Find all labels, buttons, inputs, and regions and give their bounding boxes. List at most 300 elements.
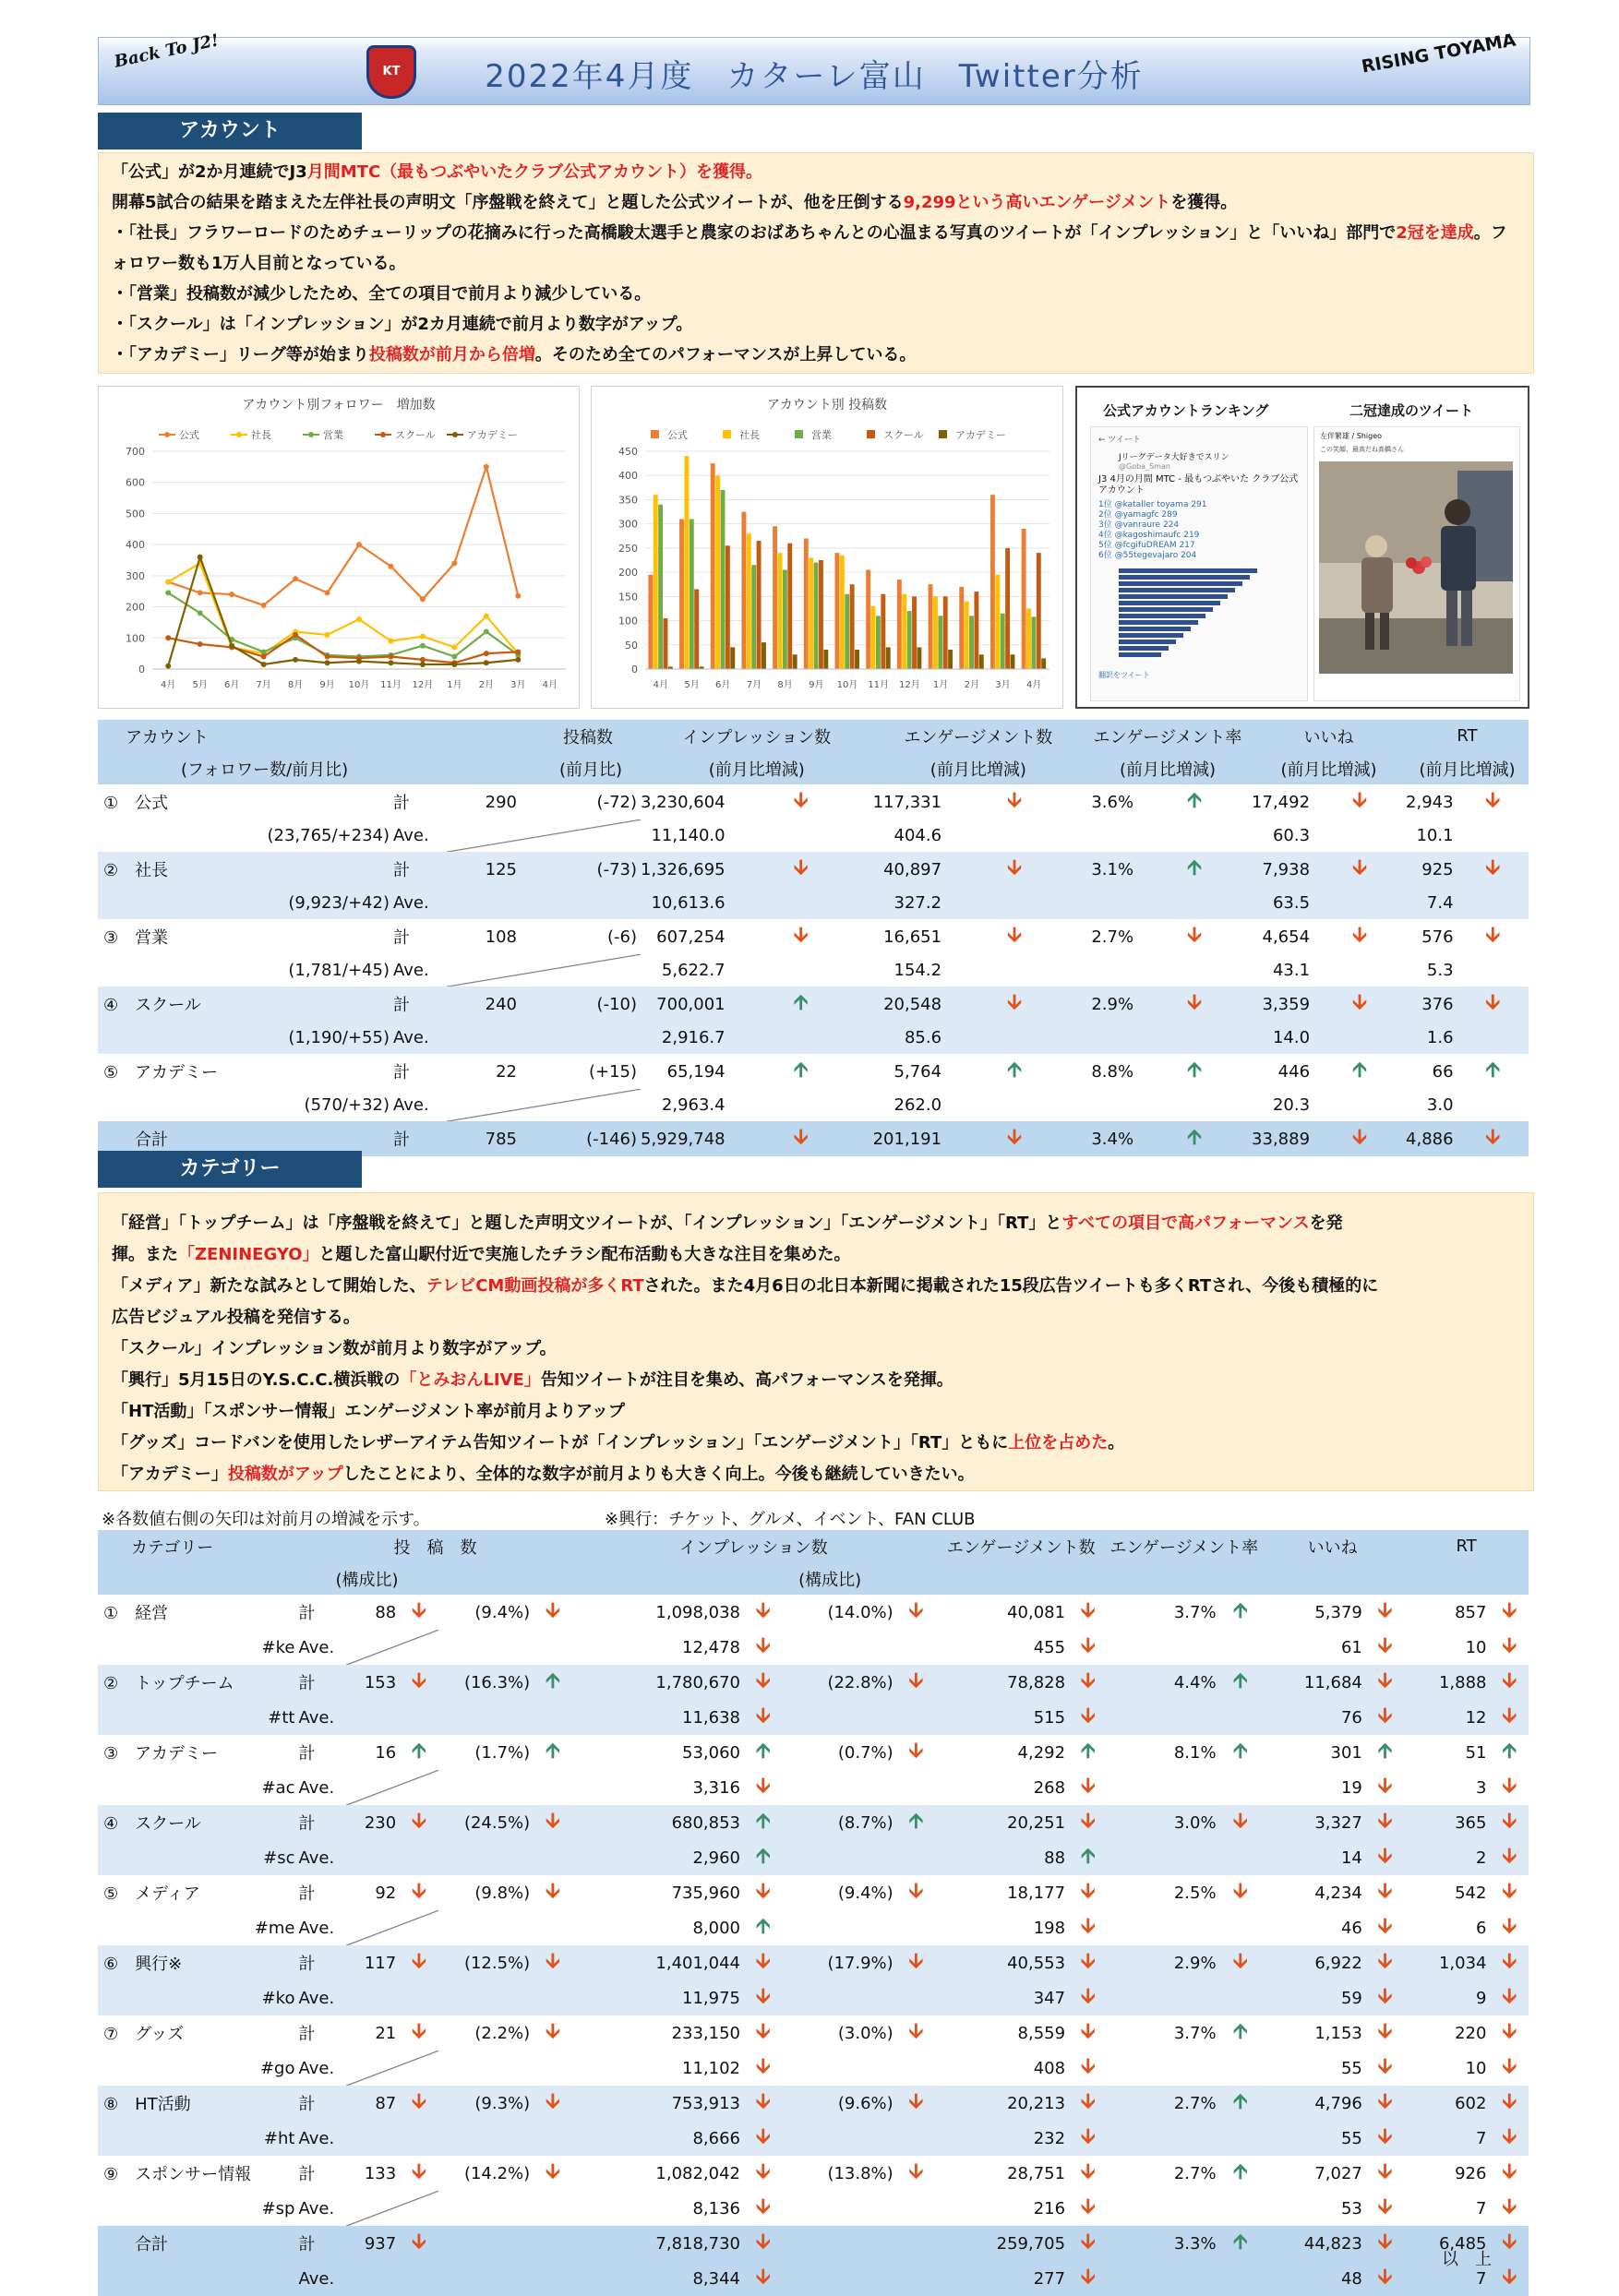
data-point (325, 660, 330, 665)
total-name: 合計 (98, 1121, 393, 1156)
x-tick-label: 10月 (348, 680, 370, 690)
arrow-down-icon: 🡫 (755, 1599, 771, 1622)
retweets: 2,943 (1406, 792, 1454, 812)
total-label: 計 (298, 2226, 346, 2261)
arrow-down-icon: 🡫 (1490, 1665, 1529, 1700)
follower-info: (23,765/+234) (267, 826, 390, 845)
table-row (98, 1054, 1529, 1089)
post-count: 230 (346, 1805, 400, 1840)
arrow-down-icon: 🡫 (400, 2086, 438, 2121)
impressions-average: 5,622.7 (661, 961, 726, 980)
note-text: 。そのため全てのパフォーマンスが上昇している。 (534, 345, 917, 365)
empty-cell (98, 1562, 298, 1595)
retweets: 1,888 (1404, 1665, 1490, 1700)
category-name: ③ アカデミー (103, 1744, 218, 1764)
retweets-average: 2 (1404, 1840, 1490, 1875)
legend-label: 社長 (251, 429, 271, 441)
account-table (98, 720, 1529, 1156)
legend-swatch (651, 430, 659, 438)
arrow-down-icon: 🡫 (546, 1599, 560, 1622)
legend-swatch (795, 430, 803, 438)
series-line (168, 563, 518, 653)
empty-cell (438, 1630, 534, 1665)
likes-average: 19 (1340, 1777, 1362, 1798)
arrow-down-icon: 🡫 (729, 852, 873, 887)
column-subheader: (前月比増減) (873, 752, 1084, 784)
total-label: 計 (298, 1604, 316, 1623)
empty-cell (438, 2121, 534, 2156)
arrow-down-icon: 🡫 (793, 789, 809, 812)
table-row-average (98, 1840, 1529, 1875)
arrow-down-icon: 🡫 (1313, 987, 1406, 1022)
arrow-down-icon: 🡫 (1377, 1599, 1393, 1622)
post-diff: (-73) (521, 852, 641, 887)
arrow-down-icon: 🡫 (1352, 789, 1367, 812)
empty-cell (945, 1089, 1084, 1121)
arrow-up-icon: 🡩 (1232, 1740, 1248, 1763)
subheader-row (98, 752, 1529, 784)
table-row (98, 1735, 1529, 1770)
arrow-up-icon: 🡩 (1069, 1840, 1107, 1875)
empty-cell (1108, 1980, 1220, 2015)
category-note-line (112, 1365, 1520, 1396)
impressions: 753,913 (572, 2086, 744, 2121)
data-point (451, 654, 457, 660)
rank-bar (1119, 633, 1183, 638)
impressions-average: 8,666 (572, 2121, 744, 2156)
empty-cell (729, 1089, 873, 1121)
account-name: ③ 営業 (103, 928, 169, 948)
empty-cell (534, 2226, 571, 2261)
highlight-text: 投稿数がアップ (227, 1465, 343, 1484)
x-tick-label: 7月 (746, 680, 762, 690)
x-tick-label: 9月 (809, 680, 824, 690)
rank-item: 2位 @yamagfc 289 (1098, 510, 1178, 520)
arrow-down-icon: 🡫 (744, 2261, 782, 2296)
note-text: 「スクール」インプレッション数が前月より数字がアップ。 (112, 1339, 557, 1358)
empty-cell (945, 954, 1084, 987)
legend-label: 社長 (739, 429, 760, 441)
impressions: 735,960 (671, 1883, 740, 1903)
category-tag: #ac (261, 1777, 295, 1798)
arrow-down-icon: 🡫 (1490, 2121, 1529, 2156)
arrow-down-icon: 🡫 (1187, 924, 1202, 947)
arrow-up-icon: 🡩 (755, 1740, 771, 1763)
legend-label: スクール (883, 429, 924, 441)
diagonal-cell (346, 1910, 438, 1945)
column-header: いいね (1252, 720, 1406, 752)
highlight-text: 9,299という高いエンゲージメント (903, 193, 1171, 212)
bar (787, 544, 792, 669)
note-text: 広告ビジュアル投稿を発信する。 (112, 1308, 360, 1327)
data-point (388, 564, 393, 569)
table-row (98, 1595, 1529, 1630)
empty-cell (897, 2051, 935, 2086)
bar (965, 602, 969, 669)
empty-cell (897, 2226, 935, 2261)
arrow-down-icon: 🡫 (1313, 852, 1406, 887)
arrow-down-icon: 🡫 (1457, 987, 1529, 1022)
bar (876, 616, 881, 669)
arrow-down-icon: 🡫 (1069, 1945, 1107, 1980)
legend-marker (236, 432, 242, 437)
retweets-average: 9 (1404, 1980, 1490, 2015)
engagement-rate: 3.6% (1091, 792, 1134, 812)
empty-cell (1313, 954, 1406, 987)
post-share: (16.3%) (438, 1665, 534, 1700)
table-row-average (98, 887, 1529, 919)
empty-cell (782, 2121, 896, 2156)
post-count: 87 (346, 2086, 400, 2121)
x-tick-label: 12月 (899, 680, 920, 690)
engagements: 8,559 (1017, 2023, 1066, 2043)
arrow-down-icon: 🡫 (897, 2086, 935, 2121)
empty-cell (1220, 1700, 1261, 1735)
bar (938, 616, 942, 669)
double-crown-title: 二冠達成のツイート (1349, 402, 1473, 419)
legend-label: 公式 (179, 429, 199, 441)
bar (969, 616, 974, 669)
category-name: ⑤ メディア (103, 1884, 200, 1904)
bar (773, 526, 777, 669)
retweets: 542 (1455, 1883, 1487, 1903)
empty-cell (534, 2051, 571, 2086)
bar (823, 650, 828, 669)
diagonal-cell (346, 1630, 438, 1665)
empty-cell (1137, 819, 1252, 852)
impressions-average: 11,975 (572, 1980, 744, 2015)
arrow-down-icon: 🡫 (908, 1599, 924, 1622)
impressions-average: 2,963.4 (661, 1095, 726, 1115)
chart-title: アカウント別 投稿数 (766, 398, 888, 413)
total-label: 計 (298, 1884, 316, 1904)
empty-cell (534, 1700, 571, 1735)
engagements-average: 88 (935, 1840, 1069, 1875)
bar (783, 569, 787, 669)
empty-cell (782, 2191, 896, 2226)
column-subheader: (前月比) (393, 752, 641, 784)
average-label: Ave. (393, 826, 429, 845)
bar (1011, 654, 1015, 669)
arrow-down-icon: 🡫 (1485, 924, 1501, 947)
engagements-average: 515 (935, 1700, 1069, 1735)
engagements-average: 408 (1033, 2058, 1066, 2078)
arrow-down-icon: 🡫 (1490, 1840, 1529, 1875)
arrow-up-icon: 🡩 (546, 1740, 560, 1763)
total-label: 計 (298, 2086, 346, 2121)
engagements-average: 262.0 (893, 1095, 942, 1115)
data-point (198, 641, 203, 647)
empty-cell (1220, 2261, 1261, 2296)
bar (804, 538, 809, 669)
retweets-average: 12 (1404, 1700, 1490, 1735)
highlight-text: 上位を占めた (1008, 1433, 1109, 1453)
engagements: 16,651 (883, 927, 942, 947)
x-tick-label: 8月 (287, 680, 304, 690)
rank-bar (1119, 652, 1161, 657)
follower-info: (1,190/+55) (98, 1022, 393, 1054)
retweets: 376 (1406, 987, 1457, 1022)
arrow-down-icon: 🡫 (1069, 1700, 1107, 1735)
arrow-down-icon: 🡫 (1490, 1805, 1529, 1840)
empty-cell (897, 1840, 935, 1875)
empty-cell (1457, 1022, 1529, 1054)
arrow-down-icon: 🡫 (755, 2195, 771, 2218)
note-text: 「アカデミー」 (112, 1465, 228, 1484)
follower-chart (98, 386, 580, 709)
retweets-average: 7 (1476, 2198, 1487, 2218)
arrow-down-icon: 🡫 (1366, 2086, 1404, 2121)
bar (757, 541, 762, 669)
engagement-rate: 2.7% (1091, 927, 1134, 947)
empty-cell (1108, 2191, 1220, 2226)
legend-marker (452, 432, 458, 437)
club-emblem: KT (366, 45, 416, 99)
engagements: 20,251 (935, 1805, 1069, 1840)
post-share: (9.4%) (474, 1602, 531, 1622)
bar (726, 545, 730, 669)
post-share: (2.2%) (474, 2023, 531, 2043)
likes-average: 59 (1261, 1980, 1366, 2015)
tweet-user: Jリーグデータ大好きでスリン (1119, 453, 1229, 462)
arrow-down-icon: 🡫 (1377, 1775, 1393, 1798)
account-note-line (112, 340, 1520, 370)
column-subheader: (前月比増減) (1084, 752, 1252, 784)
impression-share: (14.0%) (827, 1602, 893, 1622)
x-tick-label: 9月 (319, 680, 335, 690)
data-point (356, 542, 362, 547)
category-note-line (112, 1396, 1520, 1428)
arrow-down-icon: 🡫 (1366, 1840, 1404, 1875)
retweets: 576 (1421, 927, 1454, 947)
empty-cell (438, 2191, 534, 2226)
post-count: 108 (485, 927, 517, 947)
arrow-down-icon: 🡫 (1366, 1665, 1404, 1700)
rank-heading: J3 4月の月間 MTC - 最もつぶやいた クラブ公式アカウント (1098, 474, 1299, 496)
engagements-average: 154.2 (893, 961, 942, 980)
arrow-up-icon: 🡩 (1220, 1665, 1261, 1700)
empty-cell (945, 819, 1084, 852)
post-count: 125 (447, 852, 521, 887)
bar (721, 490, 726, 669)
retweets: 51 (1465, 1742, 1487, 1763)
arrow-down-icon: 🡫 (1080, 2160, 1096, 2183)
diagonal-cell (447, 954, 641, 987)
data-point (325, 632, 330, 638)
engagement-rate: 2.7% (1108, 2086, 1220, 2121)
empty-cell (782, 1840, 896, 1875)
engagements-average: 198 (1033, 1918, 1066, 1938)
data-point (261, 654, 267, 660)
arrow-down-icon: 🡫 (744, 1945, 782, 1980)
arrow-down-icon: 🡫 (1377, 2020, 1393, 2043)
column-subheader: (前月比増減) (641, 752, 873, 784)
arrow-down-icon: 🡫 (1502, 1775, 1517, 1798)
empty-cell (1457, 819, 1529, 852)
header-row (98, 1530, 1529, 1562)
account-name: ④ スクール (98, 987, 393, 1022)
column-header: 投稿数 (393, 720, 641, 752)
arrow-up-icon: 🡩 (1232, 2160, 1248, 2183)
table-row-average (98, 1910, 1529, 1945)
arrow-down-icon: 🡫 (1366, 2261, 1404, 2296)
arrow-down-icon: 🡫 (793, 924, 809, 947)
arrow-up-icon: 🡩 (1377, 1740, 1393, 1763)
account-note-line (112, 218, 1520, 279)
rank-bar (1119, 646, 1169, 651)
x-tick-label: 3月 (510, 680, 526, 690)
diagonal-cell (346, 1840, 438, 1875)
bar (902, 594, 906, 669)
account-name: ① 公式 (103, 794, 169, 813)
x-tick-label: 4月 (161, 680, 176, 690)
x-tick-label: 5月 (684, 680, 700, 690)
empty-cell (1084, 1089, 1137, 1121)
arrow-down-icon: 🡫 (1080, 1880, 1096, 1903)
category-tag: #tt (98, 1700, 298, 1735)
arrow-down-icon: 🡫 (1377, 1915, 1393, 1938)
account-note-line (112, 187, 1520, 218)
legend-label: 営業 (811, 429, 832, 441)
empty-cell (1084, 819, 1137, 852)
x-tick-label: 2月 (478, 680, 495, 690)
retweets-average: 6 (1476, 1918, 1487, 1938)
arrow-down-icon: 🡫 (1490, 1980, 1529, 2015)
empty-cell (782, 1630, 896, 1665)
arrow-down-icon: 🡫 (945, 1121, 1084, 1156)
retweets: 220 (1455, 2023, 1487, 2043)
category-note-line (112, 1428, 1520, 1459)
data-point (515, 657, 521, 663)
x-tick-label: 6月 (715, 680, 731, 690)
bar (886, 647, 891, 669)
arrow-down-icon: 🡫 (1502, 2195, 1517, 2218)
empty-cell (729, 954, 873, 987)
data-point (451, 560, 457, 566)
arrow-down-icon: 🡫 (546, 2160, 560, 2183)
category-tag: #ko (98, 1980, 298, 2015)
bar (741, 512, 746, 669)
data-point (165, 635, 171, 640)
translate-link[interactable]: 翻訳をツイート (1098, 671, 1150, 679)
x-tick-label: 5月 (192, 680, 208, 690)
total-row (98, 2226, 1529, 2261)
category-name: ① 経営 (103, 1604, 169, 1623)
likes-average: 55 (1340, 2058, 1362, 2078)
post-count: 16 (375, 1742, 397, 1763)
empty-cell (1457, 954, 1529, 987)
bar (654, 495, 658, 669)
y-tick-label: 500 (126, 508, 145, 520)
empty-cell (534, 2261, 571, 2296)
rank-bar (1119, 614, 1205, 618)
arrow-up-icon: 🡩 (744, 1805, 782, 1840)
engagements-average: 404.6 (893, 826, 942, 845)
follower-info: (9,923/+42) (98, 887, 393, 919)
empty-cell (1108, 1910, 1220, 1945)
arrow-down-icon: 🡫 (412, 2020, 426, 2043)
total-label: 計 (393, 1063, 410, 1082)
diagonal-cell (346, 2191, 438, 2226)
note-text: したことにより、全体的な数字が前月よりも大きく向上。今後も継続していきたい。 (342, 1465, 975, 1484)
engagements: 40,897 (873, 852, 945, 887)
bar (809, 557, 813, 669)
category-tag: #go (259, 2058, 295, 2078)
impressions-average: 12,478 (682, 1637, 740, 1657)
data-point (388, 660, 393, 665)
impressions: 3,230,604 (641, 792, 726, 812)
engagements: 40,553 (935, 1945, 1069, 1980)
empty-cell (897, 1980, 935, 2015)
legend-swatch (867, 430, 875, 438)
arrow-down-icon: 🡫 (755, 1634, 771, 1657)
bar (819, 560, 823, 669)
category-name: ⑥ 興行※ (98, 1945, 298, 1980)
likes: 11,684 (1261, 1665, 1366, 1700)
arrow-down-icon: 🡫 (1137, 987, 1252, 1022)
retweets-average: 10 (1465, 2058, 1487, 2078)
average-label: Ave. (298, 1700, 346, 1735)
table-row-average (98, 1980, 1529, 2015)
table-row (98, 784, 1529, 819)
rank-list (1091, 500, 1307, 561)
likes: 4,654 (1262, 927, 1311, 947)
posts-bar-chart (592, 387, 1062, 708)
arrow-up-icon: 🡩 (744, 1840, 782, 1875)
highlight-text: 「ZENINEGYO」 (178, 1245, 319, 1264)
account-note-line (112, 157, 1520, 187)
y-tick-label: 100 (618, 615, 638, 628)
arrow-down-icon: 🡫 (1080, 1775, 1096, 1798)
likes: 6,922 (1261, 1945, 1366, 1980)
category-notes (98, 1192, 1534, 1491)
table-row-average (98, 1700, 1529, 1735)
follower-info: (570/+32) (304, 1095, 390, 1115)
tweet-text: この笑顔、最高だね高橋さん (1320, 446, 1404, 453)
category-note-line (112, 1302, 1520, 1333)
arrow-down-icon: 🡫 (1485, 789, 1501, 812)
arrow-down-icon: 🡫 (1502, 2055, 1517, 2078)
y-tick-label: 100 (126, 632, 145, 645)
engagements-average: 268 (1033, 1777, 1066, 1798)
bar (995, 575, 1000, 669)
bar (679, 519, 684, 669)
post-count: 88 (375, 1602, 397, 1622)
table-row-average (98, 2191, 1529, 2226)
tweet-handle: @Goba_Sman (1119, 462, 1170, 471)
total-posts: 937 (346, 2226, 400, 2261)
x-tick-label: 3月 (995, 680, 1011, 690)
tulip-photo (1319, 461, 1513, 674)
data-point (165, 590, 171, 595)
y-tick-label: 250 (618, 542, 638, 555)
column-header: アカウント (98, 720, 393, 752)
total-label: 計 (393, 852, 447, 887)
arrow-down-icon: 🡫 (908, 2160, 924, 2183)
post-share: (1.7%) (474, 1742, 531, 1763)
arrow-down-icon: 🡫 (1366, 1805, 1404, 1840)
account-section-heading: アカウント (98, 113, 362, 149)
data-point (356, 616, 362, 622)
bar (979, 654, 984, 669)
arrow-down-icon: 🡫 (1502, 1634, 1517, 1657)
impressions: 233,150 (671, 2023, 740, 2043)
bar (866, 569, 870, 669)
total-engagements: 259,705 (935, 2226, 1069, 2261)
empty-cell (897, 2121, 935, 2156)
ranking-panel (1075, 386, 1529, 709)
arrow-down-icon: 🡫 (744, 1665, 782, 1700)
